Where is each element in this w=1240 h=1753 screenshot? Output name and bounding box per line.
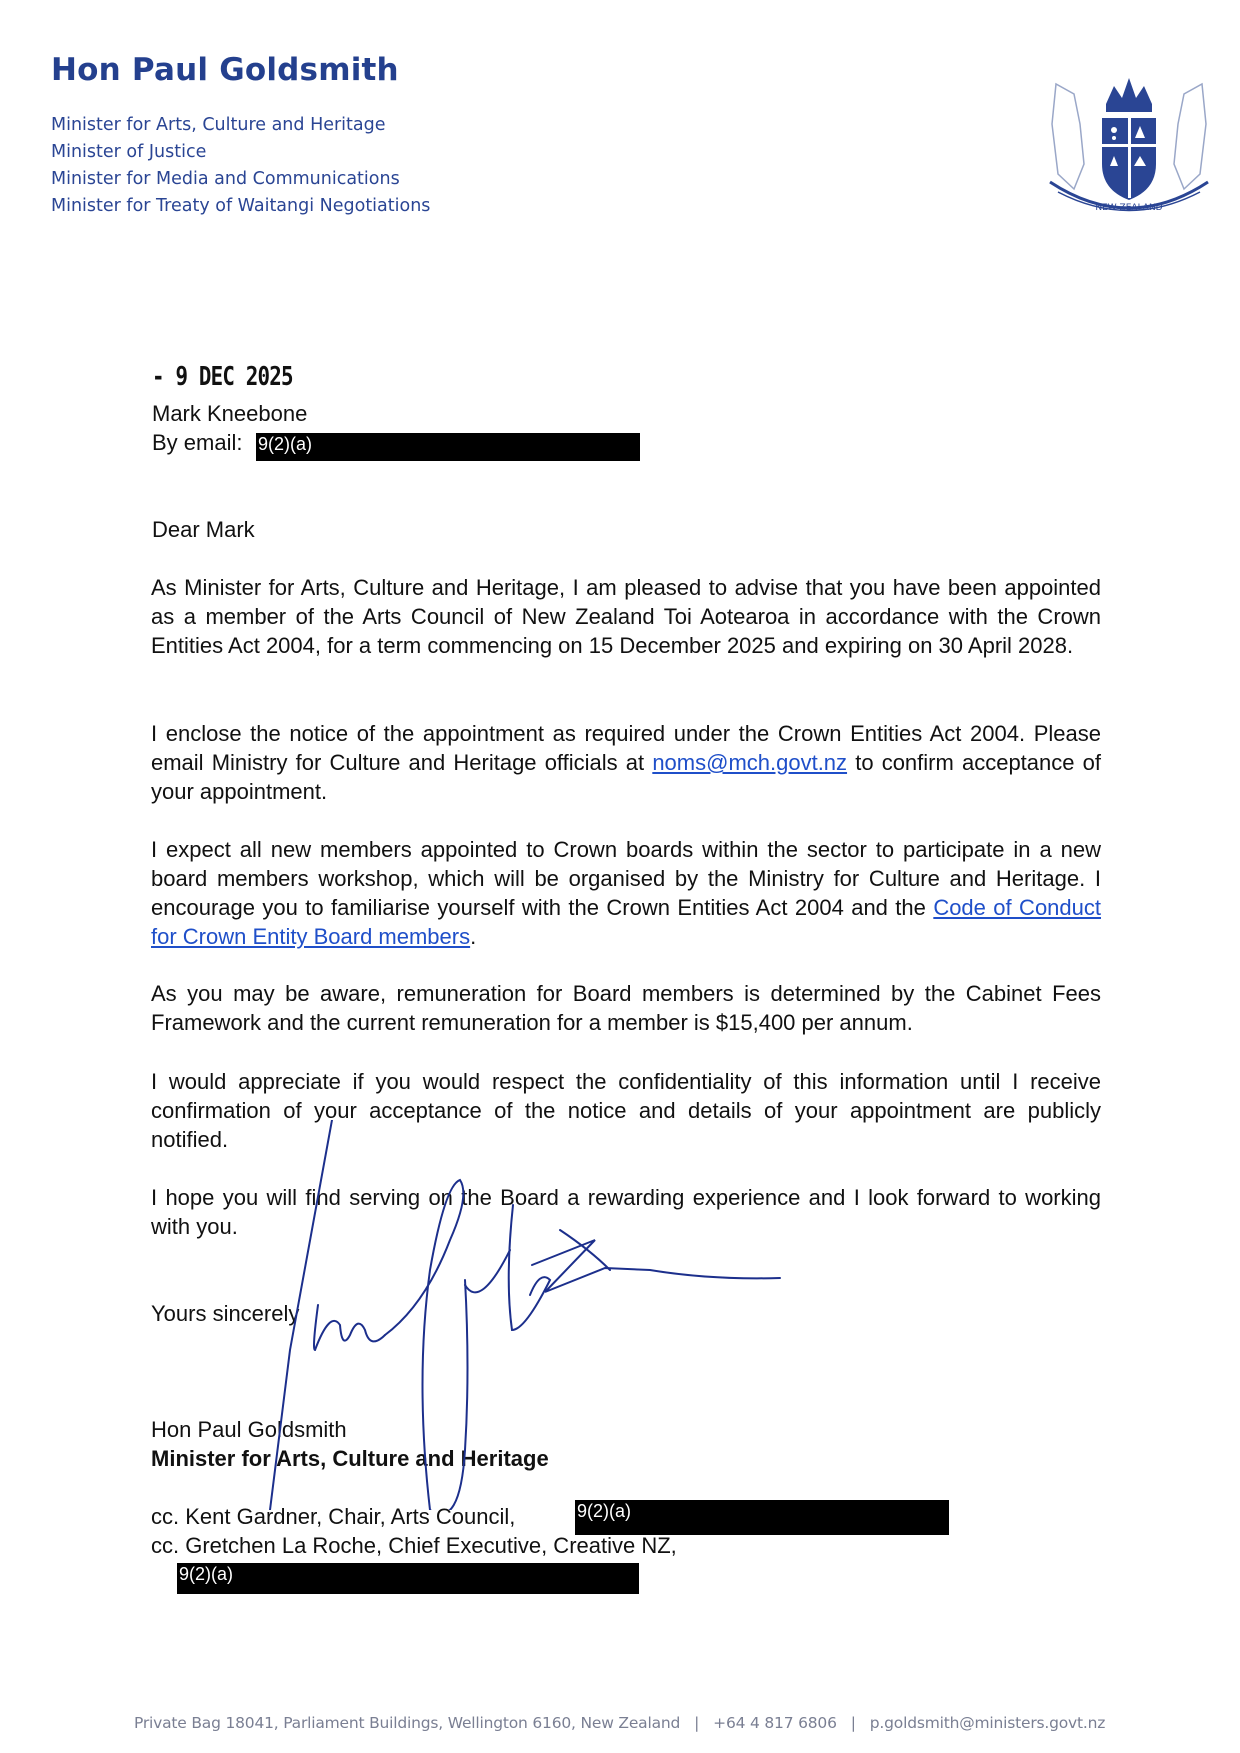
- paragraph-remuneration: As you may be aware, remuneration for Board members is determined by the Cabinet Fees Framework and the current remuneration for a member is $15,400 per annum.: [151, 981, 1101, 1035]
- paragraph-notice: [151, 719, 1101, 806]
- paragraph-text: I enclose the notice of the appointment as required under the Crown Entities Act 2004. Please email Ministry for Culture and Heritage officials at: [151, 721, 1101, 775]
- recipient-name: Mark Kneebone: [152, 401, 308, 426]
- closing: Yours sincerely: [151, 1301, 300, 1326]
- recipient-email-label: By email:: [152, 430, 243, 455]
- footer-separator: |: [850, 1714, 856, 1732]
- coat-of-arms-logo: [1044, 64, 1214, 216]
- letterhead-roles: [51, 112, 430, 220]
- paragraph-text: to confirm acceptance of your appointment.: [151, 750, 1101, 804]
- paragraph-workshop: [151, 835, 1101, 951]
- paragraph-text: .: [470, 924, 477, 949]
- date-stamp: - 9 DEC 2025: [152, 362, 293, 392]
- salutation: Dear Mark: [152, 517, 255, 542]
- paragraph-appointment: As Minister for Arts, Culture and Heritage, I am pleased to advise that you have been appointed as a member of the Arts Council of New Zealand Toi Aotearoa in accordance with the Crown Entities Act 2004, for a term commencing on 15 December 2025 and expiring on 30 April 2028.: [151, 575, 1101, 658]
- cc-line: cc. Gretchen La Roche, Chief Executive, Creative NZ,: [151, 1533, 677, 1558]
- paragraph-confidentiality: I would appreciate if you would respect the confidentiality of this information until I receive confirmation of your acceptance of the notice and details of your appointment are publicly notified.: [151, 1069, 1101, 1152]
- signatory-name: Hon Paul Goldsmith: [151, 1417, 347, 1442]
- role-line: Minister for Treaty of Waitangi Negotiations: [51, 196, 431, 216]
- footer-phone: +64 4 817 6806: [713, 1714, 837, 1732]
- footer-address: Private Bag 18041, Parliament Buildings, Wellington 6160, New Zealand: [134, 1714, 681, 1732]
- role-line: Minister for Arts, Culture and Heritage: [51, 115, 386, 135]
- paragraph-closing: I hope you will find serving on the Board a rewarding experience and I look forward to working with you.: [151, 1185, 1101, 1239]
- redaction-box: 9(2)(a): [177, 1563, 639, 1594]
- signatory-title: Minister for Arts, Culture and Heritage: [151, 1446, 549, 1471]
- letterhead-name: Hon Paul Goldsmith: [51, 52, 399, 88]
- paragraph-text: I expect all new members appointed to Crown boards within the sector to participate in a new board members workshop, which will be organised by the Ministry for Culture and Heritage. I encourage you to familiarise yourself with the Crown Entities Act 2004 and the: [151, 837, 1101, 920]
- code-of-conduct-link[interactable]: Code of Conduct for Crown Entity Board members: [151, 895, 1101, 949]
- role-line: Minister of Justice: [51, 142, 207, 162]
- footer: [134, 1714, 1105, 1732]
- role-line: Minister for Media and Communications: [51, 169, 400, 189]
- crest-text: NEW ZEALAND: [1095, 203, 1163, 213]
- footer-separator: |: [694, 1714, 700, 1732]
- redaction-box: 9(2)(a): [575, 1500, 949, 1535]
- email-link[interactable]: noms@mch.govt.nz: [652, 750, 848, 775]
- redaction-box: 9(2)(a): [256, 433, 640, 461]
- footer-email[interactable]: p.goldsmith@ministers.govt.nz: [869, 1714, 1106, 1732]
- cc-line: cc. Kent Gardner, Chair, Arts Council,: [151, 1504, 516, 1529]
